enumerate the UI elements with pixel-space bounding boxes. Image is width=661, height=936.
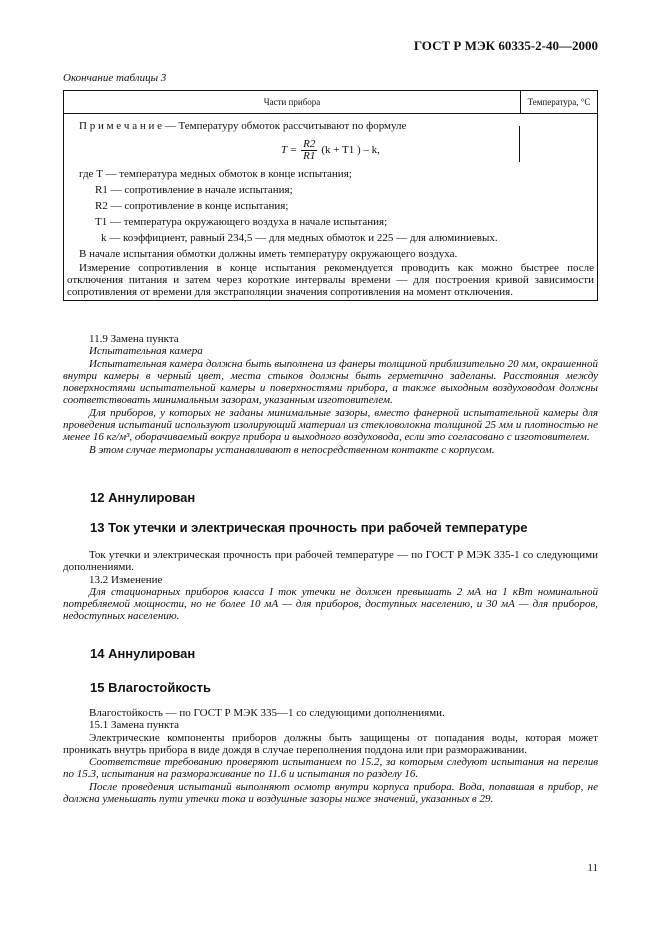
clause-title: 11.9 Замена пункта: [89, 333, 179, 345]
formula-fraction: [301, 139, 317, 162]
note-intro: П р и м е ч а н и е — Температуру обмоток рассчитывают по формуле: [79, 120, 407, 132]
where-line: T1 — температура окружающего воздуха в начале испытания;: [95, 216, 388, 228]
section-13: [63, 549, 598, 623]
table-caption: Окончание таблицы 3: [63, 72, 167, 84]
formula: [67, 134, 594, 166]
formula-rest: (k + T1 ) – k,: [321, 144, 380, 156]
section-heading-14: 14 Аннулирован: [90, 646, 196, 661]
where-line: k — коэффициент, равный 234,5 — для медных обмоток и 225 — для алюминиевых.: [101, 232, 498, 244]
paragraph: Соответствие требованию проверяют испытанием по 15.2, за которым следуют испытания на перелив по 15.3, испытания на размораживание по 11.6 и испытания по разделу 16.: [63, 756, 598, 781]
col-header-parts: Части прибора: [64, 91, 521, 114]
paragraph: Ток утечки и электрическая прочность при рабочей температуре — по ГОСТ Р МЭК 335-1 со следующими дополнениями.: [63, 549, 598, 574]
note-paragraph: Измерение сопротивления в конце испытания рекомендуется проводить как можно быстрее после отключения питания и затем через короткие интервалы времени — для построения кривой зависимости сопротивления от времени для экстраполяции значения сопротивления на момент отключения.: [67, 262, 594, 298]
column-divider: [519, 126, 520, 162]
where-line: R1 — сопротивление в начале испытания;: [95, 184, 293, 196]
section-heading-13: 13 Ток утечки и электрическая прочность при рабочей температуре: [90, 520, 528, 535]
clause-title: 13.2 Изменение: [89, 573, 163, 586]
section-heading-15: 15 Влагостойкость: [90, 680, 212, 695]
clause-subtitle: Испытательная камера: [89, 345, 203, 358]
paragraph: Для приборов, у которых не заданы минимальные зазоры, вместо фанерной испытательной камеры для проведения испытаний используют изолирующий материал из стекловолокна толщиной 25 мм и плотностью не менее 16 кг/м³, оборачиваемый вокруг прибора и выходного воздуховода, если это согласовано с изготовителем.: [63, 406, 598, 444]
paragraph: После проведения испытаний выполняют осмотр внутри корпуса прибора. Вода, попавшая в прибор, не должна уменьшать пути утечки тока и воздушные зазоры ниже значений, указанных в 29.: [63, 780, 598, 806]
table-3-end: [63, 90, 598, 301]
section-11-9: [63, 333, 598, 456]
formula-lhs: T =: [281, 144, 298, 156]
formula-den: R1: [303, 149, 316, 162]
formula-num: R2: [303, 137, 316, 150]
paragraph: Для стационарных приборов класса I ток утечки не должен превышать 2 мА на 1 кВт номинальной потребляемой мощности, но не более 10 мА — для приборов, доступных населению, и 30 мА — для приборов, недоступных населению.: [63, 585, 598, 623]
col-header-temperature: Температура, °С: [521, 91, 598, 114]
clause-title: 15.1 Замена пункта: [89, 719, 180, 732]
where-line: где T — температура медных обмоток в конце испытания;: [79, 168, 352, 180]
paragraph: Электрические компоненты приборов должны быть защищены от попадания воды, которая может проникать внутрь прибора в виде дождя в случае переполнения поддона или при размораживании.: [63, 731, 598, 756]
paragraph: Влагостойкость — по ГОСТ Р МЭК 335—1 со следующими дополнениями.: [89, 707, 445, 719]
document-header: ГОСТ Р МЭК 60335-2-40—2000: [413, 38, 598, 53]
section-heading-12: 12 Аннулирован: [90, 490, 196, 505]
note-paragraph: В начале испытания обмотки должны иметь температуру окружающего воздуха.: [79, 248, 458, 260]
page-number: 11: [587, 862, 598, 874]
section-15: [63, 707, 598, 805]
paragraph: Испытательная камера должна быть выполнена из фанеры толщиной приблизительно 20 мм, окрашенной внутри камеры в черный цвет, места стыков должны быть герметично заделаны. Расстояния между поверхностями испытательной камеры и поверхностями прибора, а также выходным воздуховодом должны соответствовать минимальным зазорам, указанным изготовителем.: [63, 357, 598, 407]
where-line: R2 — сопротивление в конце испытания;: [95, 200, 289, 212]
paragraph: В этом случае термопары устанавливают в непосредственном контакте с корпусом.: [89, 443, 495, 456]
